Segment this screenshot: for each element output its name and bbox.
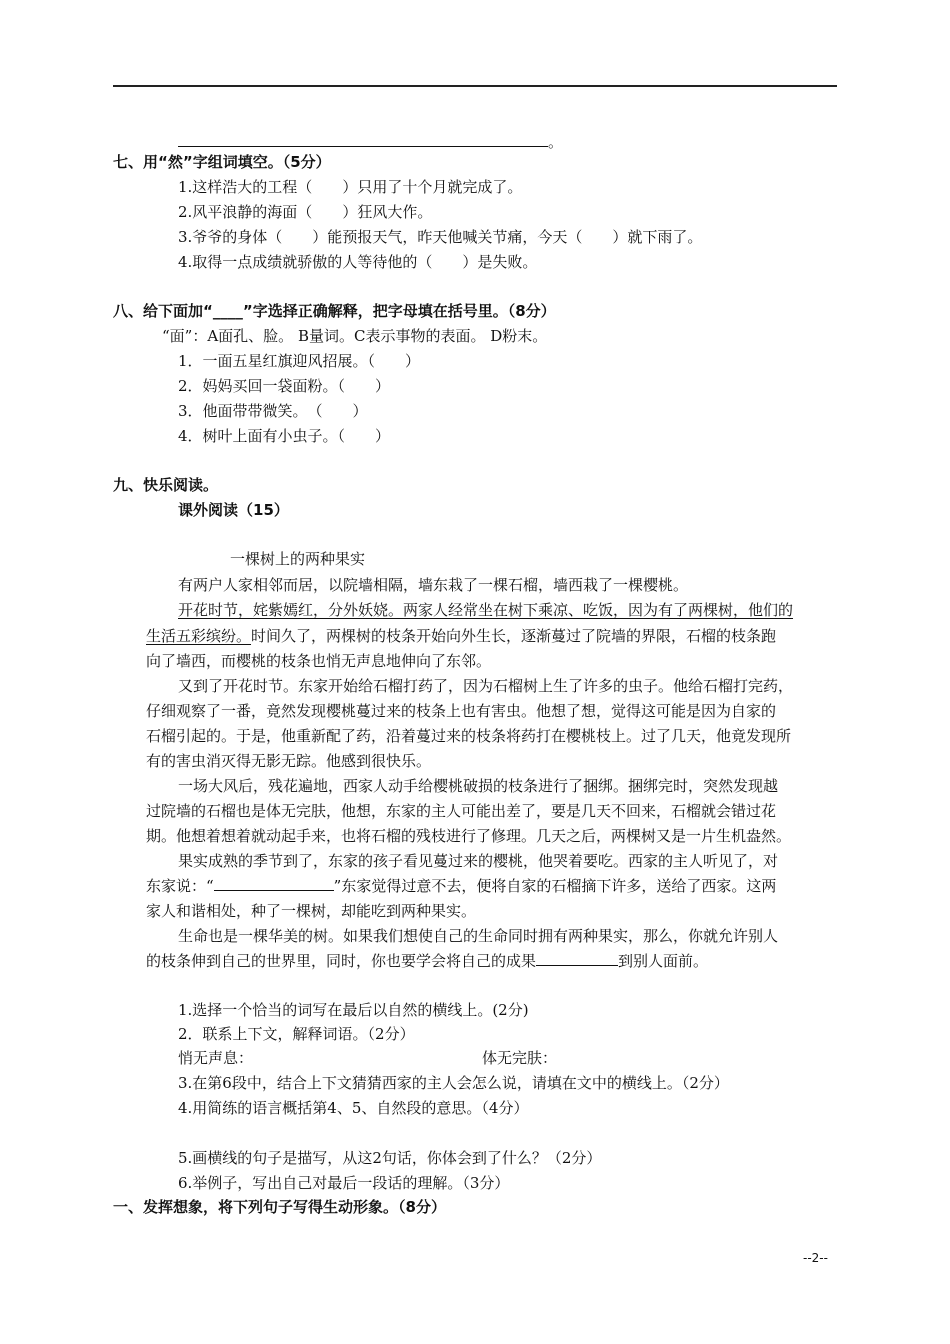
- q9-question-1: 1.选择一个恰当的词写在最后以自然的横线上。(2分): [178, 1001, 529, 1019]
- q7-item-4: 4.取得一点成绩就骄傲的人等待他的（ ）是失败。: [178, 253, 538, 271]
- passage-p2-line1: 开花时节，姹紫嫣红，分外妖娆。两家人经常坐在树下乘凉、吃饭，因为有了两棵树，他们的: [178, 601, 794, 619]
- q9-question-4: 4.用简练的语言概括第4、5、自然段的意思。（4分）: [178, 1099, 529, 1117]
- p5-line2-start: 东家说：“: [146, 877, 214, 895]
- word-blank[interactable]: [536, 951, 618, 966]
- p5-line2-end: ”东家觉得过意不去，便将自家的石榴摘下许多，送给了西家。这两: [333, 877, 777, 895]
- q9-subheading: 课外阅读（15）: [178, 501, 289, 519]
- passage-p6-line2: [146, 951, 708, 971]
- q7-item-3: 3.爷爷的身体（ ）能预报天气，昨天他喊关节痛，今天（ ）就下雨了。: [178, 228, 703, 246]
- underlined-sentence: 生活五彩缤纷。: [146, 627, 252, 645]
- passage-p5-line2: [146, 876, 776, 896]
- passage-p4-line2: 过院墙的石榴也是体无完肤，他想，东家的主人可能出差了，要是几天不回来，石榴就会错过花: [146, 802, 777, 820]
- passage-p4-line1: 一场大风后，残花遍地，西家人动手给樱桃破损的枝条进行了捆绑。捆绑完时，突然发现越: [178, 777, 779, 795]
- q8-item-1: 1．一面五星红旗迎风招展。（ ）: [178, 352, 421, 370]
- q8-item-3: 3．他面带带微笑。 （ ）: [178, 402, 368, 420]
- q9-q2-word-a: 悄无声息：: [178, 1049, 254, 1067]
- p6-line2-end: 到别人面前。: [618, 952, 709, 970]
- q9-q2-word-b: 体无完肤：: [482, 1049, 558, 1067]
- q8-heading: 八、给下面加“____”字选择正确解释，把字母填在括号里。（8分）: [113, 302, 556, 320]
- passage-p2-line2: [146, 626, 776, 646]
- q8-definition: “面”：A面孔、脸。 B量词。C表示事物的表面。 D粉末。: [162, 327, 548, 345]
- q8-item-4: 4．树叶上面有小虫子。（ ）: [178, 427, 391, 445]
- q9-question-5: 5.画横线的句子是描写，从这2句话，你体会到了什么？（2分）: [178, 1149, 602, 1167]
- answer-line: [178, 132, 563, 152]
- passage-p3-line4: 有的害虫消灭得无影无踪。他感到很快乐。: [146, 752, 432, 770]
- q7-item-2: 2.风平浪静的海面（ ）狂风大作。: [178, 203, 433, 221]
- passage-p5-line3: 家人和谐相处，种了一棵树，却能吃到两种果实。: [146, 902, 477, 920]
- q10-heading: 一、发挥想象，将下列句子写得生动形象。（8分）: [113, 1198, 446, 1216]
- passage-title: 一棵树上的两种果实: [230, 550, 366, 568]
- q9-question-2: 2．联系上下文，解释词语。（2分）: [178, 1025, 415, 1043]
- passage-p4-line3: 期。他想着想着就动起手来，也将石榴的残枝进行了修理。几天之后，两棵树又是一片生机盎然。: [146, 827, 792, 845]
- passage-p3-line3: 石榴引起的。于是，他重新配了药，沿着蔓过来的枝条将药打在樱桃枝上。过了几天，他竟发现所: [146, 727, 792, 745]
- passage-p6-line1: 生命也是一棵华美的树。如果我们想使自己的生命同时拥有两种果实，那么，你就允许别人: [178, 927, 779, 945]
- q7-heading: 七、用“然”字组词填空。（5分）: [113, 153, 331, 171]
- p6-line2-start: 的枝条伸到自己的世界里，同时，你也要学会将自己的成果: [146, 952, 537, 970]
- page-number: --2--: [803, 1251, 828, 1265]
- passage-p3-line1: 又到了开花时节。东家开始给石榴打药了，因为石榴树上生了许多的虫子。他给石榴打完药，: [178, 677, 794, 695]
- q9-heading: 九、快乐阅读。: [113, 476, 219, 494]
- passage-p3-line2: 仔细观察了一番，竟然发现樱桃蔓过来的枝条上也有害虫。他想了想，觉得这可能是因为自家的: [146, 702, 777, 720]
- passage-p2-line2-rest: 时间久了，两棵树的枝条开始向外生长，逐渐蔓过了院墙的界限，石榴的枝条跑: [251, 627, 777, 645]
- quote-blank[interactable]: [214, 876, 334, 891]
- q9-question-3: 3.在第6段中，结合上下文猜猜西家的主人会怎么说，请填在文中的横线上。（2分）: [178, 1074, 729, 1092]
- passage-p1: 有两户人家相邻而居，以院墙相隔，墙东栽了一棵石榴，墙西栽了一棵樱桃。: [178, 576, 689, 594]
- header-rule: [113, 85, 837, 87]
- q8-item-2: 2．妈妈买回一袋面粉。（ ）: [178, 377, 391, 395]
- q9-question-6: 6.举例子，写出自己对最后一段话的理解。（3分）: [178, 1174, 510, 1192]
- passage-p5-line1: 果实成熟的季节到了，东家的孩子看见蔓过来的樱桃，他哭着要吃。西家的主人听见了，对: [178, 852, 779, 870]
- answer-period: 。: [548, 133, 564, 151]
- passage-p2-line3: 向了墙西，而樱桃的枝条也悄无声息地伸向了东邻。: [146, 652, 492, 670]
- q7-item-1: 1.这样浩大的工程（ ）只用了十个月就完成了。: [178, 178, 523, 196]
